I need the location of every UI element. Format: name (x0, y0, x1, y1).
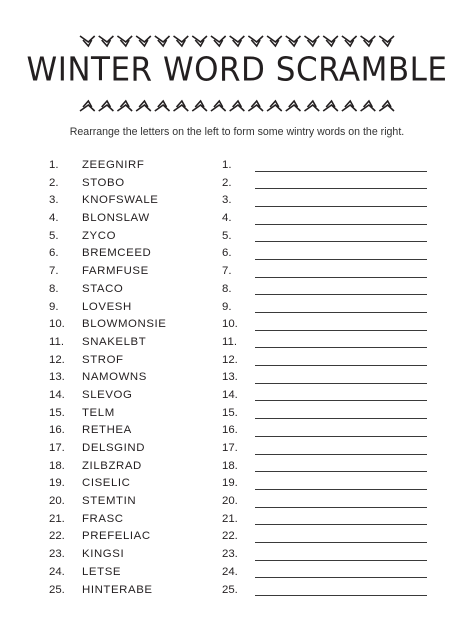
item-number: 7. (49, 265, 59, 278)
scrambled-word-row (49, 582, 229, 600)
answer-blank-line[interactable] (255, 418, 427, 419)
answer-blank-line[interactable] (255, 489, 427, 490)
answer-row (222, 511, 427, 529)
item-number: 10. (49, 318, 65, 331)
chevron-mark (117, 36, 132, 42)
scrambled-word-row (49, 369, 229, 387)
scrambled-word: SLEVOG (82, 388, 133, 401)
scrambled-word-row (49, 493, 229, 511)
item-number: 9. (49, 300, 59, 313)
item-number: 1. (49, 159, 59, 171)
answer-row (222, 546, 427, 564)
scrambled-word: STEMTIN (82, 495, 137, 508)
item-number: 20. (49, 495, 65, 508)
item-number: 11. (49, 335, 64, 348)
answer-row (222, 334, 427, 352)
chevron-mark (323, 36, 338, 42)
top-zigzag-border (78, 34, 396, 48)
answer-number: 3. (222, 194, 232, 207)
chevron-mark (136, 36, 151, 42)
item-number: 25. (49, 583, 65, 596)
scrambled-word-row (49, 299, 229, 317)
scrambled-word: BREMCEED (82, 247, 152, 260)
answer-row (222, 210, 427, 228)
chevron-mark (192, 105, 207, 111)
answer-blank-line[interactable] (255, 277, 427, 278)
chevron-mark (248, 105, 263, 111)
item-number: 15. (49, 406, 65, 419)
answer-row (222, 281, 427, 299)
chevron-mark (361, 105, 376, 111)
chevron-mark (323, 105, 338, 111)
answer-row (222, 387, 427, 405)
chevron-mark (174, 105, 189, 111)
scrambled-word-row (49, 228, 229, 246)
chevron-mark (286, 105, 301, 111)
scrambled-word-row (49, 387, 229, 405)
scrambled-word: ZILBZRAD (82, 459, 142, 472)
chevron-mark (267, 105, 282, 111)
answer-row (222, 175, 427, 193)
item-number: 13. (49, 371, 65, 384)
item-number: 4. (49, 212, 59, 225)
answer-number: 1. (222, 159, 232, 171)
answer-blank-line[interactable] (255, 294, 427, 295)
chevron-mark (304, 105, 319, 111)
answer-row (222, 263, 427, 281)
answer-blank-line[interactable] (255, 241, 427, 242)
scrambled-word-row (49, 263, 229, 281)
scrambled-word-row (49, 210, 229, 228)
chevron-mark (304, 36, 319, 42)
chevron-mark (211, 105, 226, 111)
answer-row (222, 440, 427, 458)
zigzag-border-bottom-icon (78, 99, 396, 113)
answer-blank-line[interactable] (255, 259, 427, 260)
item-number: 3. (49, 194, 59, 207)
answer-number: 16. (222, 424, 238, 437)
answer-row (222, 582, 427, 600)
chevron-mark (379, 105, 394, 111)
scrambled-word: ZEEGNIRF (82, 159, 145, 171)
answer-number: 24. (222, 565, 238, 578)
scrambled-word-row (49, 334, 229, 352)
answer-number: 22. (222, 530, 238, 543)
scrambled-word-row (49, 564, 229, 582)
zigzag-border-top-icon (78, 34, 396, 48)
item-number: 18. (49, 459, 65, 472)
scrambled-word: FARMFUSE (82, 265, 149, 278)
scrambled-word-row (49, 511, 229, 529)
scrambled-word-row (49, 157, 229, 175)
chevron-mark (211, 36, 226, 42)
answer-number: 14. (222, 388, 238, 401)
answer-row (222, 475, 427, 493)
answer-number: 12. (222, 353, 238, 366)
answer-row (222, 369, 427, 387)
instructions-text: Rearrange the letters on the left to form some wintry words on the right. (69, 126, 405, 138)
item-number: 12. (49, 353, 65, 366)
item-number: 16. (49, 424, 65, 437)
answer-row (222, 192, 427, 210)
chevron-mark (342, 105, 357, 111)
chevron-mark (286, 36, 301, 42)
chevron-mark (99, 36, 114, 42)
scrambled-word-row (49, 281, 229, 299)
scrambled-word: KNOFSWALE (82, 194, 159, 207)
answer-number: 21. (222, 512, 238, 525)
answer-number: 17. (222, 442, 238, 454)
answer-row (222, 493, 427, 511)
answer-number: 4. (222, 212, 232, 225)
scrambled-word: STOBO (82, 176, 125, 189)
scrambled-word-row (49, 475, 229, 493)
answer-blank-line[interactable] (255, 312, 427, 313)
answer-blank-line[interactable] (255, 560, 427, 561)
item-number: 5. (49, 229, 59, 242)
item-number: 2. (49, 176, 59, 189)
scrambled-word: HINTERABE (82, 583, 153, 596)
chevron-mark (99, 105, 114, 111)
item-number: 14. (49, 388, 65, 401)
chevron-mark (136, 105, 151, 111)
chevron-mark (80, 36, 95, 42)
item-number: 6. (49, 247, 59, 260)
chevron-mark (155, 105, 170, 111)
scrambled-word: FRASC (82, 512, 124, 525)
chevron-mark (192, 36, 207, 42)
answer-row (222, 352, 427, 370)
answer-number: 19. (222, 477, 238, 490)
chevron-mark (117, 105, 132, 111)
answer-number: 11. (222, 335, 237, 348)
answer-row (222, 316, 427, 334)
scrambled-word-list (49, 157, 229, 599)
scrambled-word: KINGSI (82, 548, 125, 561)
scrambled-word-row (49, 546, 229, 564)
page-title: WINTER WORD SCRAMBLE (26, 51, 448, 89)
scrambled-word-row (49, 192, 229, 210)
answer-blank-line[interactable] (255, 400, 427, 401)
chevron-mark (174, 36, 189, 42)
answer-blank-line[interactable] (255, 595, 427, 596)
answer-list (222, 157, 427, 599)
item-number: 24. (49, 565, 65, 578)
answer-blank-line[interactable] (255, 347, 427, 348)
answer-number: 13. (222, 371, 238, 384)
scrambled-word: STACO (82, 282, 124, 295)
answer-blank-line[interactable] (255, 330, 427, 331)
answer-row (222, 528, 427, 546)
answer-number: 6. (222, 247, 232, 260)
scrambled-word: STROF (82, 353, 124, 366)
scrambled-word-row (49, 422, 229, 440)
answer-number: 20. (222, 495, 238, 508)
answer-blank-line[interactable] (255, 577, 427, 578)
chevron-mark (267, 36, 282, 42)
bottom-zigzag-border (78, 99, 396, 113)
scrambled-word-row (49, 405, 229, 423)
item-number: 17. (49, 442, 65, 454)
scrambled-word: LETSE (82, 565, 122, 578)
answer-blank-line[interactable] (255, 171, 427, 172)
scrambled-word: SNAKELBT (82, 335, 147, 348)
answer-row (222, 245, 427, 263)
answer-blank-line[interactable] (255, 454, 427, 455)
scrambled-word-row (49, 245, 229, 263)
scrambled-word: BLOWMONSIE (82, 318, 167, 331)
scrambled-word: LOVESH (82, 300, 132, 313)
answer-number: 25. (222, 583, 238, 596)
scrambled-word: ZYCO (82, 229, 117, 242)
answer-row (222, 405, 427, 423)
scrambled-word: RETHEA (82, 424, 132, 437)
scrambled-word-row (49, 440, 229, 458)
answer-number: 10. (222, 318, 238, 331)
chevron-mark (230, 105, 245, 111)
scrambled-word: PREFELIAC (82, 530, 151, 543)
answer-blank-line[interactable] (255, 188, 427, 189)
chevron-mark (361, 36, 376, 42)
answer-number: 15. (222, 406, 238, 419)
scrambled-word: NAMOWNS (82, 371, 147, 384)
answer-number: 23. (222, 548, 238, 561)
chevron-mark (379, 36, 394, 42)
answer-number: 8. (222, 282, 232, 295)
item-number: 21. (49, 512, 65, 525)
answer-number: 2. (222, 176, 232, 189)
answer-number: 18. (222, 459, 238, 472)
answer-number: 9. (222, 300, 232, 313)
chevron-mark (80, 105, 95, 111)
answer-row (222, 299, 427, 317)
item-number: 22. (49, 530, 65, 543)
item-number: 23. (49, 548, 65, 561)
chevron-mark (248, 36, 263, 42)
chevron-mark (230, 36, 245, 42)
item-number: 19. (49, 477, 65, 490)
scrambled-word: DELSGIND (82, 442, 146, 454)
answer-blank-line[interactable] (255, 524, 427, 525)
scrambled-word-row (49, 458, 229, 476)
scrambled-word: CISELIC (82, 477, 131, 490)
answer-blank-line[interactable] (255, 436, 427, 437)
item-number: 8. (49, 282, 59, 295)
answer-row (222, 228, 427, 246)
scrambled-word-row (49, 316, 229, 334)
scrambled-word: BLONSLAW (82, 212, 150, 225)
answer-row (222, 157, 427, 175)
answer-blank-line[interactable] (255, 507, 427, 508)
answer-blank-line[interactable] (255, 365, 427, 366)
scrambled-word: TELM (82, 406, 115, 419)
answer-number: 7. (222, 265, 232, 278)
answer-blank-line[interactable] (255, 224, 427, 225)
answer-blank-line[interactable] (255, 206, 427, 207)
scrambled-word-row (49, 175, 229, 193)
answer-row (222, 564, 427, 582)
scrambled-word-row (49, 528, 229, 546)
answer-blank-line[interactable] (255, 471, 427, 472)
scrambled-word-row (49, 352, 229, 370)
chevron-mark (342, 36, 357, 42)
answer-blank-line[interactable] (255, 542, 427, 543)
answer-row (222, 422, 427, 440)
answer-row (222, 458, 427, 476)
chevron-mark (155, 36, 170, 42)
answer-blank-line[interactable] (255, 383, 427, 384)
answer-number: 5. (222, 229, 232, 242)
